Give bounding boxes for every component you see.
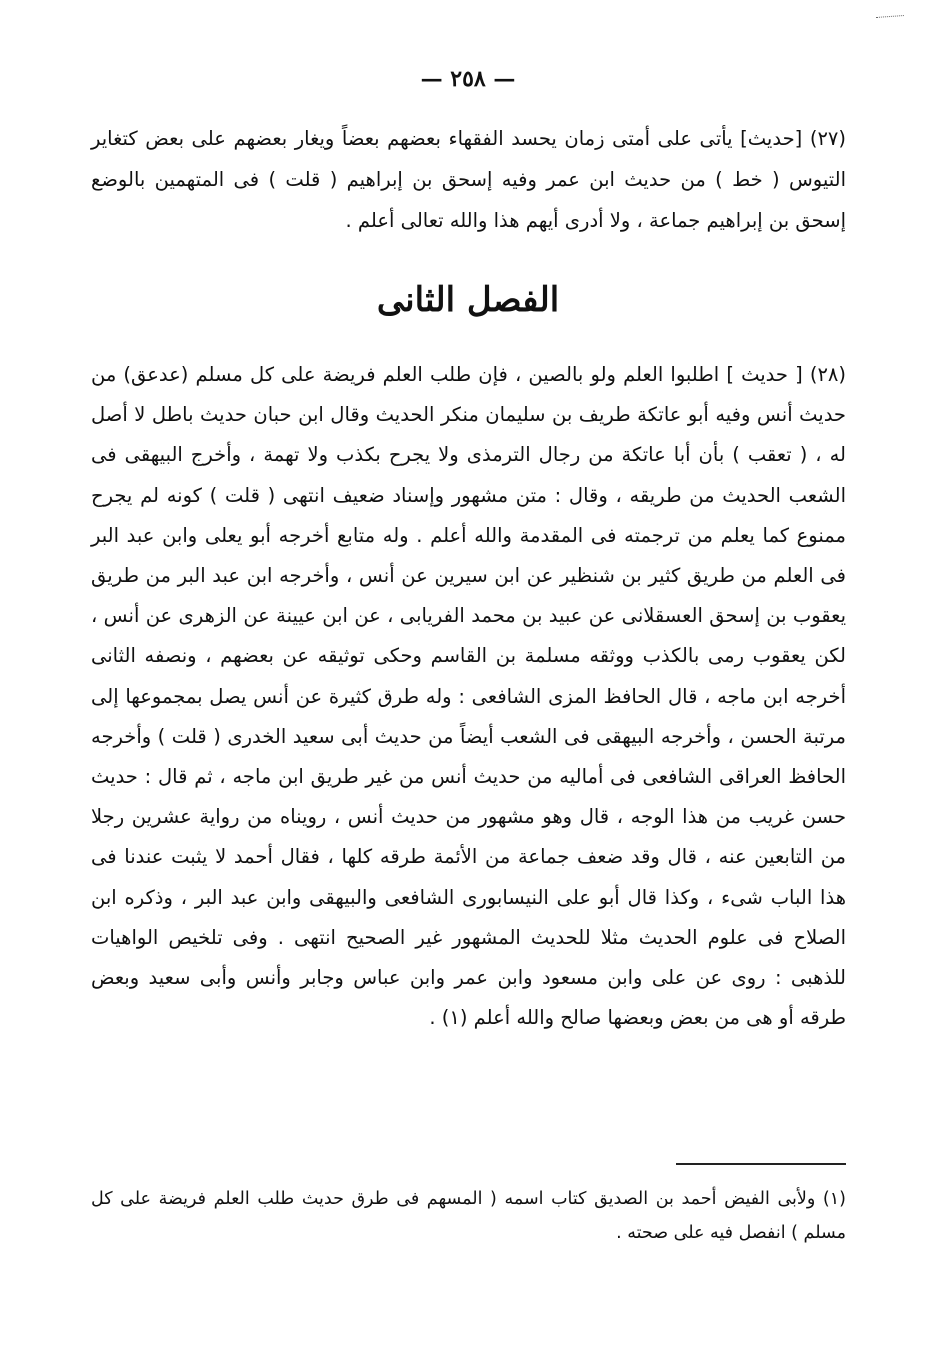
footnote-text: (١) ولأبى الفيض أحمد بن الصديق كتاب اسمه ( المسهم فى طرق حديث طلب العلم فريضة على كل مسلم ) انفصل فيه على صحته . — [91, 1189, 846, 1243]
footnote — [91, 1182, 846, 1250]
page-number: — ٢٥٨ — — [420, 66, 516, 92]
hadith-28-text: (٢٨) [ حديث ] اطلبوا العلم ولو بالصين ، فإن طلب العلم فريضة على كل مسلم (عدعق) من حديث أنس وفيه أبو عاتكة طريف بن سليمان منكر الحديث وقال ابن حبان حديث باطل لا أصل له ، ( تعقب ) بأن أبا عاتكة من رجال الترمذى ولا يجرح بكذب ولا تهمة ، وأخرج البيهقى فى الشعب الحديث من طريقه ، وقال : متن مشهور وإسناد ضعيف انتهى ( قلت ) كونه لم يجرح ممنوع كما يعلم من ترجمته فى المقدمة والله أعلم . وله متابع أخرجه أبو يعلى وابن عبد البر فى العلم من طريق كثير بن شنظير عن ابن سيرين عن أنس ، وأخرجه ابن عبد البر من طريق يعقوب بن إسحق العسقلانى عن عبيد بن محمد الفريابى ، عن ابن عيينة عن الزهرى عن أنس ، لكن يعقوب رمى بالكذب ووثقه مسلمة بن القاسم وحكى توثيقه عن بعضهم ، ونصفه الثانى أخرجه ابن ماجه ، قال الحافظ المزى الشافعى : وله طرق كثيرة عن أنس يصل بمجموعها إلى مرتبة الحسن ، وأخرجه البيهقى فى الشعب أيضاً من حديث أبى سعيد الخدرى ( قلت ) وأخرجه الحافظ العراقى الشافعى فى أماليه من حديث أنس من غير طريق ابن ماجه ، ثم قال : حديث حسن غريب من هذا الوجه ، قال وهو مشهور من حديث أنس ، رويناه من رواية عشرين رجلا من التابعين عنه ، قال وقد ضعف جماعة من الأئمة طرقه كلها ، فقال أحمد لا يثبت عندنا فى هذا الباب شىء ، وكذا قال أبو على النيسابورى الشافعى والبيهقى وابن عبد البر ، وذكره ابن الصلاح فى علوم الحديث مثلا للحديث المشهور غير الصحيح انتهى . وفى تلخيص الواهيات للذهبى : روى عن على وابن مسعود وابن عمر وابن عباس وجابر وأنس وأبى سعيد وبعض طرقه أو هى من بعض وبعضها صالح والله أعلم (١) . — [91, 363, 846, 1030]
hadith-27-text: (٢٧) [حديث] يأتى على أمتى زمان يحسد الفقهاء بعضهم بعضاً ويغار بعضهم على بعض كتغاير التيوس ( خط ) من حديث ابن عمر وفيه إسحق بن إبراهيم ( قلت ) فى المتهمين بالوضع إسحق بن إبراهيم جماعة ، ولا أدرى أيهم هذا والله تعالى أعلم . — [91, 127, 846, 233]
footnote-divider — [676, 1163, 846, 1165]
section-title: الفصل الثانى — [376, 280, 560, 320]
hadith-27-paragraph — [91, 118, 846, 241]
scan-mark — [876, 15, 904, 22]
hadith-28-paragraph — [91, 355, 846, 1038]
